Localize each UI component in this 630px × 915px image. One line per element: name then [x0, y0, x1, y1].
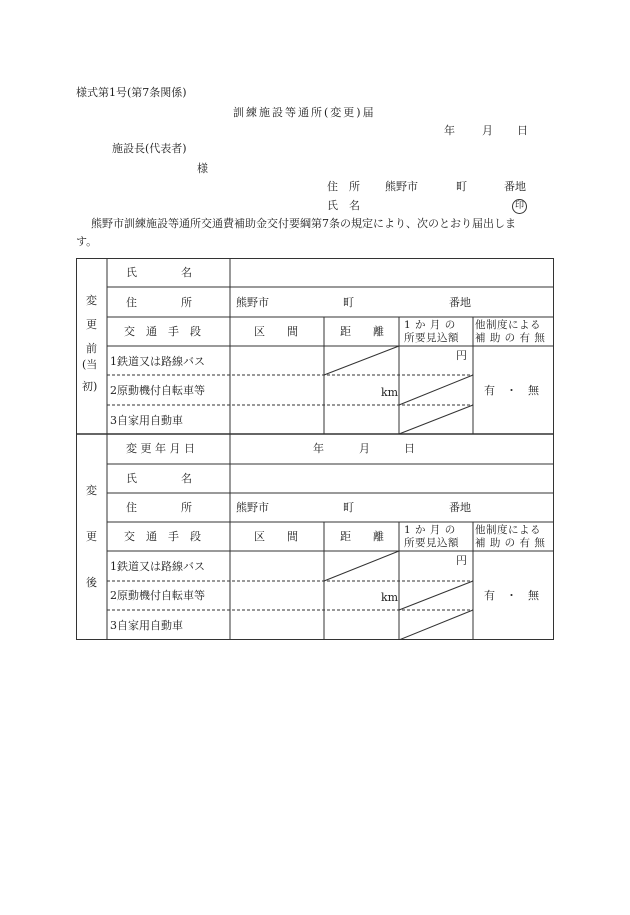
before-address-city: 熊野市: [236, 296, 269, 309]
date-month-label: 月: [482, 124, 493, 137]
after-col-section: 区 間: [254, 530, 298, 543]
after-address-number: 番地: [449, 501, 471, 514]
after-address-city: 熊野市: [236, 501, 269, 514]
after-change-day: 日: [404, 442, 415, 455]
after-col-distance: 距 離: [340, 530, 384, 543]
after-label-char: 変: [86, 484, 97, 497]
before-col-other-line2: 補 助 の 有 無: [475, 332, 546, 344]
before-col-section: 区 間: [254, 325, 298, 338]
before-col-distance: 距 離: [340, 325, 384, 338]
before-transport-motorbike: 2原動機付自転車等: [110, 384, 205, 397]
before-address-label: 住 所: [126, 296, 192, 309]
form-number: 様式第1号(第7条関係): [76, 86, 187, 99]
date-year-label: 年: [444, 124, 455, 137]
after-yes-no: 有 ・ 無: [484, 589, 539, 602]
before-transport-car: 3自家用自動車: [110, 414, 183, 427]
date-day-label: 日: [517, 124, 528, 137]
after-unit-km: km: [381, 591, 399, 604]
body-text-line-2: す。: [76, 235, 98, 248]
after-change-date-label: 変 更 年 月 日: [126, 442, 195, 455]
before-col-other-line1: 他制度による: [475, 319, 541, 331]
after-label-char: 更: [86, 530, 97, 543]
after-address-label: 住 所: [126, 501, 192, 514]
after-col-transport: 交 通 手 段: [124, 530, 201, 543]
before-address-town: 町: [343, 296, 354, 309]
applicant-address-number: 番地: [504, 180, 526, 193]
after-col-cost-line2: 所要見込額: [404, 537, 459, 549]
before-label-char: 前: [86, 342, 97, 355]
after-unit-yen: 円: [456, 554, 467, 567]
before-label-char: 初): [82, 380, 98, 393]
seal-mark: 印: [512, 199, 527, 214]
form-title: 訓練施設等通所(変更)届: [233, 106, 376, 119]
before-label-char: 変: [86, 294, 97, 307]
applicant-address-town: 町: [456, 180, 467, 193]
applicant-name-label: 氏 名: [327, 199, 360, 212]
after-name-label: 氏 名: [126, 472, 192, 485]
before-unit-km: km: [381, 386, 399, 399]
before-col-cost-line2: 所要見込額: [404, 332, 459, 344]
before-label-char: 更: [86, 318, 97, 331]
after-col-other-line1: 他制度による: [475, 524, 541, 536]
notification-form-table: [76, 258, 554, 640]
after-address-town: 町: [343, 501, 354, 514]
after-change-year: 年: [313, 442, 324, 455]
before-transport-rail-bus: 1鉄道又は路線バス: [110, 355, 205, 368]
after-transport-rail-bus: 1鉄道又は路線バス: [110, 560, 205, 573]
after-col-other-line2: 補 助 の 有 無: [475, 537, 546, 549]
before-unit-yen: 円: [456, 349, 467, 362]
before-label-char: (当: [82, 358, 98, 371]
after-label-char: 後: [86, 576, 97, 589]
after-change-month: 月: [359, 442, 370, 455]
applicant-address-city: 熊野市: [385, 180, 418, 193]
before-address-number: 番地: [449, 296, 471, 309]
addressee: 施設長(代表者): [112, 142, 187, 155]
before-yes-no: 有 ・ 無: [484, 384, 539, 397]
after-col-cost-line1: 1 か 月 の: [404, 524, 456, 536]
applicant-address-label: 住 所: [327, 180, 360, 193]
before-name-label: 氏 名: [126, 266, 192, 279]
after-transport-motorbike: 2原動機付自転車等: [110, 589, 205, 602]
before-col-transport: 交 通 手 段: [124, 325, 201, 338]
body-text-line-1: 熊野市訓練施設等通所交通費補助金交付要綱第7条の規定により、次のとおり届出しま: [91, 217, 516, 230]
before-col-cost-line1: 1 か 月 の: [404, 319, 456, 331]
after-transport-car: 3自家用自動車: [110, 619, 183, 632]
honorific: 様: [197, 162, 208, 175]
